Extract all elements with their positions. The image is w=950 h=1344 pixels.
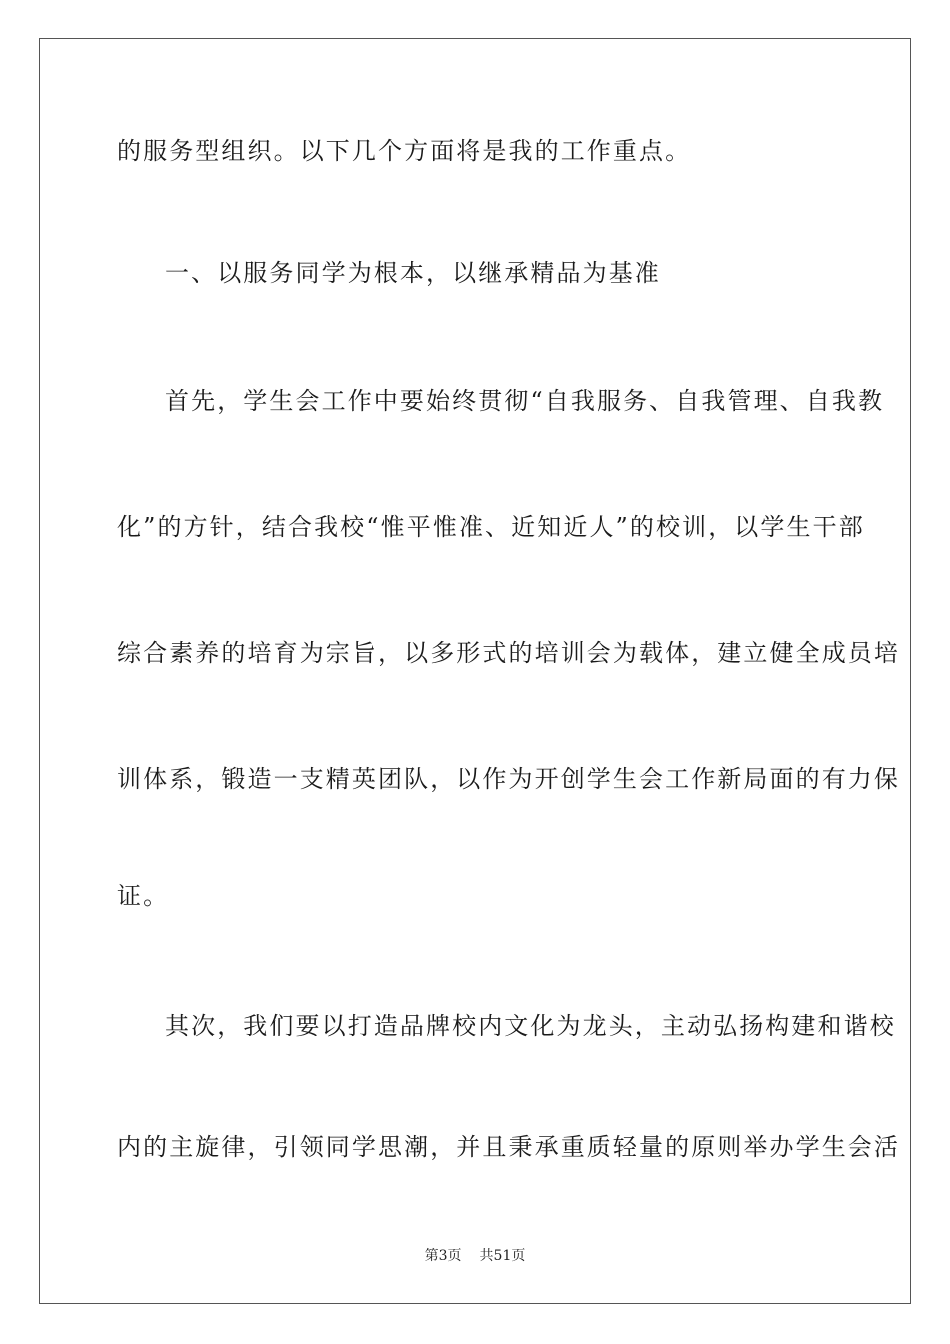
body-text-line-3: 化”的方针，结合我校“惟平惟准、近知近人”的校训，以学生干部 [117,513,865,541]
body-text-line-5: 训体系，锻造一支精英团队，以作为开创学生会工作新局面的有力保 [117,765,900,793]
page-number: 第3页 [424,1248,462,1264]
body-text-line-6: 证。 [117,882,170,910]
page-footer [0,1246,950,1266]
page-frame [39,38,911,1304]
body-text-line-7: 其次，我们要以打造品牌校内文化为龙头，主动弘扬构建和谐校 [165,1012,896,1040]
page-total: 共51页 [479,1248,526,1264]
body-text-line-8: 内的主旋律，引领同学思潮，并且秉承重质轻量的原则举办学生会活 [117,1133,900,1161]
section-heading: 一、以服务同学为根本，以继承精品为基准 [165,259,661,287]
body-text-line-2: 首先，学生会工作中要始终贯彻“自我服务、自我管理、自我教 [165,387,885,415]
body-text-line-1: 的服务型组织。以下几个方面将是我的工作重点。 [117,137,692,165]
body-text-line-4: 综合素养的培育为宗旨，以多形式的培训会为载体，建立健全成员培 [117,639,900,667]
